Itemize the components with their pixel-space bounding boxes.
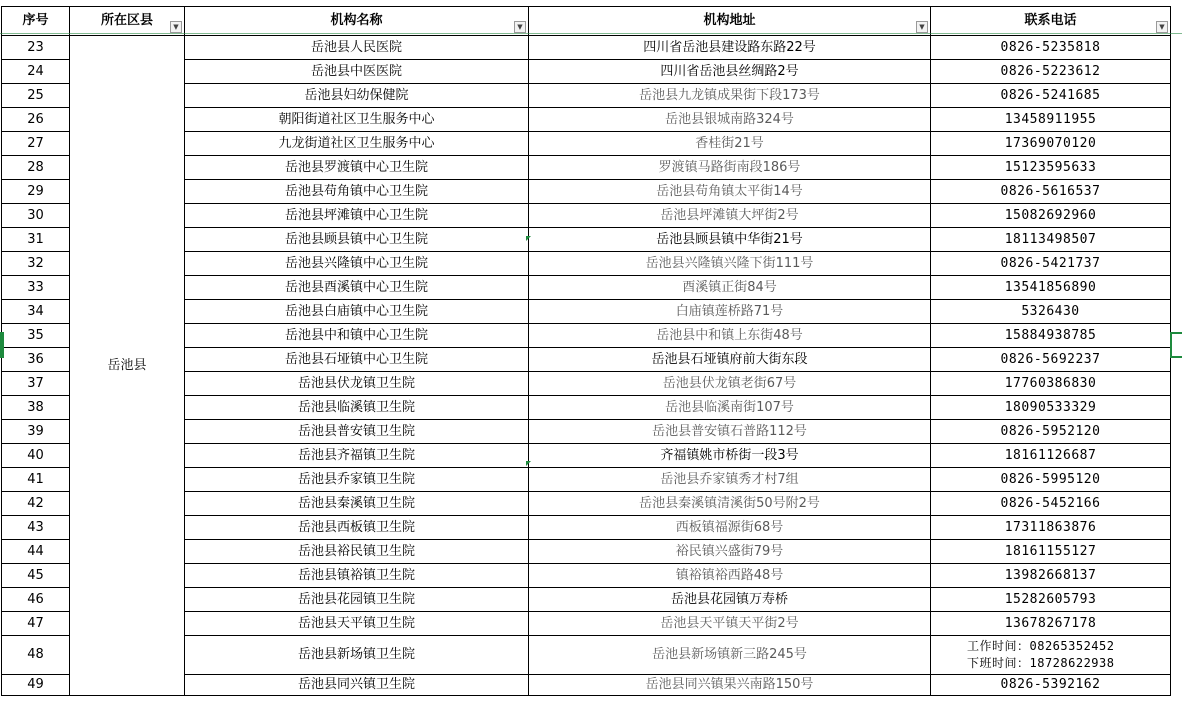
cell-serial[interactable]: 28 — [2, 156, 70, 180]
cell-institution-name[interactable]: 岳池县镇裕镇卫生院 — [185, 564, 529, 588]
spreadsheet-table — [1, 6, 1171, 696]
cell-address[interactable]: 岳池县银城南路324号 — [529, 108, 931, 132]
cell-phone[interactable]: 0826-5223612 — [931, 60, 1171, 84]
dropdown-arrow-icon[interactable]: ▼ — [916, 21, 928, 33]
cell-institution-name[interactable]: 岳池县同兴镇卫生院 — [185, 675, 529, 696]
column-header-address: 机构地址 ▼ — [529, 7, 931, 36]
cell-phone[interactable]: 0826-5392162 — [931, 675, 1171, 696]
cell-institution-name[interactable]: 岳池县兴隆镇中心卫生院 — [185, 252, 529, 276]
cell-phone[interactable]: 0826-5421737 — [931, 252, 1171, 276]
cell-serial[interactable]: 46 — [2, 588, 70, 612]
cell-address[interactable]: 岳池县石垭镇府前大街东段 — [529, 348, 931, 372]
cell-address[interactable]: 齐福镇姚市桥街一段3号 — [529, 444, 931, 468]
cell-serial[interactable]: 33 — [2, 276, 70, 300]
cell-address[interactable]: 裕民镇兴盛街79号 — [529, 540, 931, 564]
cell-address[interactable]: 岳池县天平镇天平街2号 — [529, 612, 931, 636]
cell-phone[interactable]: 0826-5692237 — [931, 348, 1171, 372]
cell-institution-name[interactable]: 朝阳街道社区卫生服务中心 — [185, 108, 529, 132]
cell-serial[interactable]: 35 — [2, 324, 70, 348]
cell-serial[interactable]: 25 — [2, 84, 70, 108]
cell-phone[interactable]: 17369070120 — [931, 132, 1171, 156]
dropdown-arrow-icon[interactable]: ▼ — [170, 21, 182, 33]
cell-address[interactable]: 岳池县伏龙镇老街67号 — [529, 372, 931, 396]
cell-institution-name[interactable]: 岳池县花园镇卫生院 — [185, 588, 529, 612]
table-row[interactable] — [2, 36, 1171, 60]
cell-phone[interactable]: 15884938785 — [931, 324, 1171, 348]
cell-institution-name[interactable]: 岳池县秦溪镇卫生院 — [185, 492, 529, 516]
cell-serial[interactable]: 42 — [2, 492, 70, 516]
cell-serial[interactable]: 30 — [2, 204, 70, 228]
cell-address[interactable]: 四川省岳池县丝绸路2号 — [529, 60, 931, 84]
cell-phone[interactable]: 18161155127 — [931, 540, 1171, 564]
cell-serial[interactable]: 41 — [2, 468, 70, 492]
dropdown-arrow-icon[interactable]: ▼ — [1156, 21, 1168, 33]
cell-institution-name[interactable]: 岳池县石垭镇中心卫生院 — [185, 348, 529, 372]
header-row — [2, 7, 1171, 36]
cell-address[interactable]: 岳池县坪滩镇大坪街2号 — [529, 204, 931, 228]
cell-institution-name[interactable]: 岳池县西板镇卫生院 — [185, 516, 529, 540]
cell-address[interactable]: 岳池县中和镇上东街48号 — [529, 324, 931, 348]
cell-phone[interactable]: 15282605793 — [931, 588, 1171, 612]
cell-address[interactable]: 岳池县普安镇石普路112号 — [529, 420, 931, 444]
cell-address[interactable]: 罗渡镇马路街南段186号 — [529, 156, 931, 180]
cell-institution-name[interactable]: 岳池县白庙镇中心卫生院 — [185, 300, 529, 324]
cell-institution-name[interactable]: 岳池县中医医院 — [185, 60, 529, 84]
cell-institution-name[interactable]: 岳池县顾县镇中心卫生院 — [185, 228, 529, 252]
cell-serial[interactable]: 29 — [2, 180, 70, 204]
cell-phone[interactable]: 13678267178 — [931, 612, 1171, 636]
cell-institution-name[interactable]: 岳池县中和镇中心卫生院 — [185, 324, 529, 348]
cell-serial[interactable]: 44 — [2, 540, 70, 564]
cell-serial[interactable]: 37 — [2, 372, 70, 396]
phone-line: 下班时间：18728622938 — [967, 656, 1115, 670]
cell-serial[interactable]: 32 — [2, 252, 70, 276]
cell-institution-name[interactable]: 岳池县乔家镇卫生院 — [185, 468, 529, 492]
cell-serial[interactable]: 38 — [2, 396, 70, 420]
cell-institution-name[interactable]: 岳池县伏龙镇卫生院 — [185, 372, 529, 396]
comment-marker — [526, 236, 531, 241]
header-divider — [0, 33, 1182, 34]
cell-address[interactable]: 镇裕镇裕西路48号 — [529, 564, 931, 588]
cell-address[interactable]: 岳池县秦溪镇清溪街50号附2号 — [529, 492, 931, 516]
cell-serial[interactable]: 34 — [2, 300, 70, 324]
cell-address[interactable]: 香桂街21号 — [529, 132, 931, 156]
cell-institution-name[interactable]: 岳池县人民医院 — [185, 36, 529, 60]
cell-phone[interactable]: 0826-5452166 — [931, 492, 1171, 516]
cell-phone[interactable]: 18161126687 — [931, 444, 1171, 468]
cell-institution-name[interactable]: 岳池县普安镇卫生院 — [185, 420, 529, 444]
cell-phone[interactable]: 15123595633 — [931, 156, 1171, 180]
cell-phone[interactable]: 15082692960 — [931, 204, 1171, 228]
cell-serial[interactable]: 48 — [2, 636, 70, 675]
column-header-serial: 序号 — [2, 7, 70, 36]
column-header-name: 机构名称 ▼ — [185, 7, 529, 36]
cell-institution-name[interactable]: 岳池县临溪镇卫生院 — [185, 396, 529, 420]
cell-serial[interactable]: 26 — [2, 108, 70, 132]
cell-institution-name[interactable]: 九龙街道社区卫生服务中心 — [185, 132, 529, 156]
cell-phone[interactable]: 0826-5995120 — [931, 468, 1171, 492]
cell-address[interactable]: 岳池县苟角镇太平街14号 — [529, 180, 931, 204]
cell-serial[interactable]: 24 — [2, 60, 70, 84]
cell-serial[interactable]: 47 — [2, 612, 70, 636]
cell-address[interactable]: 岳池县花园镇万寿桥 — [529, 588, 931, 612]
cell-phone[interactable]: 0826-5952120 — [931, 420, 1171, 444]
cell-address[interactable]: 岳池县兴隆镇兴隆下街111号 — [529, 252, 931, 276]
cell-institution-name[interactable]: 岳池县苟角镇中心卫生院 — [185, 180, 529, 204]
cell-institution-name[interactable]: 岳池县罗渡镇中心卫生院 — [185, 156, 529, 180]
cell-district-merged[interactable]: 岳池县 — [70, 36, 185, 696]
cell-serial[interactable]: 45 — [2, 564, 70, 588]
row-selection-indicator — [0, 332, 4, 358]
cell-serial[interactable]: 31 — [2, 228, 70, 252]
cell-phone[interactable]: 0826-5241685 — [931, 84, 1171, 108]
cell-selection-border[interactable] — [1170, 332, 1182, 358]
cell-institution-name[interactable]: 岳池县天平镇卫生院 — [185, 612, 529, 636]
cell-address[interactable]: 白庙镇莲桥路71号 — [529, 300, 931, 324]
cell-phone[interactable]: 0826-5616537 — [931, 180, 1171, 204]
cell-address[interactable]: 四川省岳池县建设路东路22号 — [529, 36, 931, 60]
cell-serial[interactable]: 40 — [2, 444, 70, 468]
cell-phone[interactable]: 0826-5235818 — [931, 36, 1171, 60]
cell-serial[interactable]: 36 — [2, 348, 70, 372]
cell-address[interactable]: 岳池县乔家镇秀才村7组 — [529, 468, 931, 492]
phone-line: 工作时间：08265352452 — [967, 639, 1115, 653]
cell-institution-name[interactable]: 岳池县齐福镇卫生院 — [185, 444, 529, 468]
cell-serial[interactable]: 43 — [2, 516, 70, 540]
cell-address[interactable]: 岳池县同兴镇果兴南路150号 — [529, 675, 931, 696]
cell-serial[interactable]: 39 — [2, 420, 70, 444]
cell-institution-name[interactable]: 岳池县裕民镇卫生院 — [185, 540, 529, 564]
cell-address[interactable]: 岳池县临溪南街107号 — [529, 396, 931, 420]
cell-institution-name[interactable]: 岳池县妇幼保健院 — [185, 84, 529, 108]
cell-address[interactable]: 酉溪镇正街84号 — [529, 276, 931, 300]
column-header-district: 所在区县 ▼ — [70, 7, 185, 36]
cell-phone[interactable]: 13541856890 — [931, 276, 1171, 300]
column-header-phone: 联系电话 ▼ — [931, 7, 1171, 36]
comment-marker — [526, 461, 531, 466]
cell-serial[interactable]: 49 — [2, 675, 70, 696]
cell-phone[interactable]: 5326430 — [931, 300, 1171, 324]
cell-phone[interactable] — [931, 636, 1171, 675]
cell-phone[interactable]: 18113498507 — [931, 228, 1171, 252]
cell-address[interactable]: 岳池县九龙镇成果街下段173号 — [529, 84, 931, 108]
cell-serial[interactable]: 27 — [2, 132, 70, 156]
cell-institution-name[interactable]: 岳池县坪滩镇中心卫生院 — [185, 204, 529, 228]
cell-phone[interactable]: 13458911955 — [931, 108, 1171, 132]
cell-phone[interactable]: 17760386830 — [931, 372, 1171, 396]
cell-phone[interactable]: 18090533329 — [931, 396, 1171, 420]
cell-phone[interactable]: 17311863876 — [931, 516, 1171, 540]
cell-address[interactable]: 西板镇福源街68号 — [529, 516, 931, 540]
cell-serial[interactable]: 23 — [2, 36, 70, 60]
cell-address[interactable]: 岳池县顾县镇中华街21号 — [529, 228, 931, 252]
cell-address[interactable]: 岳池县新场镇新三路245号 — [529, 636, 931, 675]
cell-phone[interactable]: 13982668137 — [931, 564, 1171, 588]
dropdown-arrow-icon[interactable]: ▼ — [514, 21, 526, 33]
cell-institution-name[interactable]: 岳池县新场镇卫生院 — [185, 636, 529, 675]
cell-institution-name[interactable]: 岳池县酉溪镇中心卫生院 — [185, 276, 529, 300]
